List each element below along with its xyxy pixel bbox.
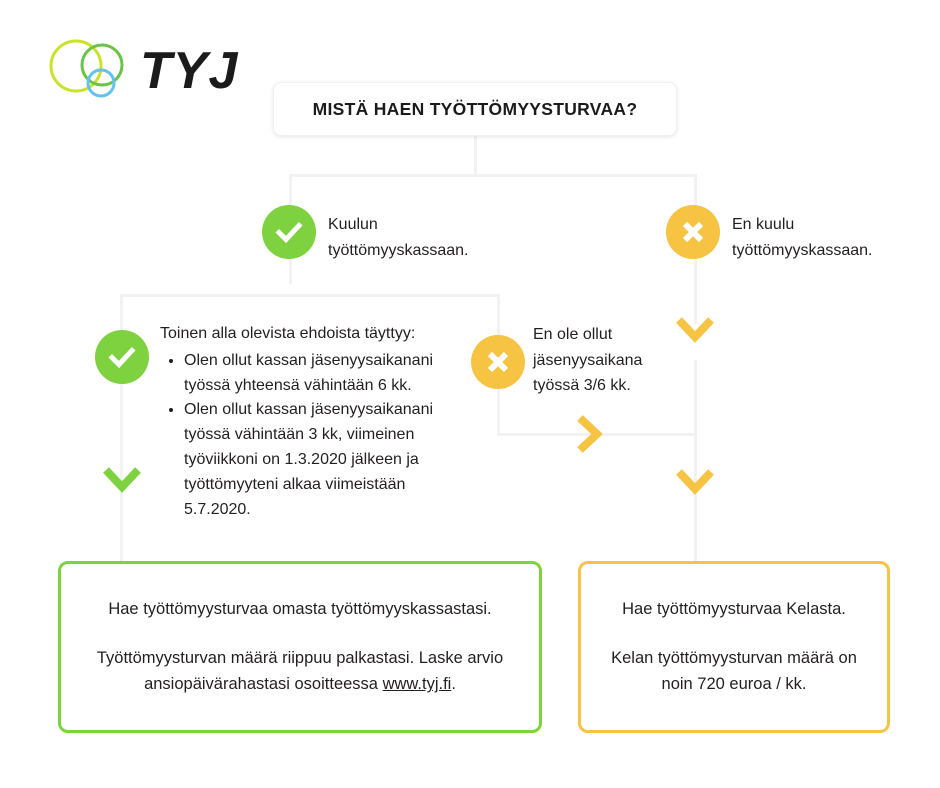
left-branch-chevron-down-icon [100,460,144,505]
level2-no-line1: En ole ollut [533,326,613,343]
outcome-left-paragraph-2-before: Työttömyysturvan määrä riippuu palkastasi. Laske arvio ansiopäivärahastasi osoitteessa [96,648,504,694]
level1-yes-check-circle-icon [262,205,316,259]
level2-yes-check-circle-icon [95,330,149,384]
tyj-website-link[interactable]: www.tyj.fi [382,675,452,694]
three-overlapping-circles-logo-icon [44,36,134,106]
right-branch-lower-chevron-down-icon [673,462,717,507]
level1-no-x-circle-icon [666,205,720,259]
outcome-left-paragraph-2-after: . [451,675,456,694]
outcome-box-kela [578,561,890,733]
condition-list [160,349,460,523]
connector-level2-split [120,294,500,297]
level1-no-label [732,212,937,263]
outcome-right-paragraph-2: Kelan työttömyysturvan määrä on noin 720 euroa / kk. [611,648,857,694]
condition-item: • Olen ollut kassan jäsenyysaikanani työssä vähintään 3 kk, viimeinen työviikkoni on 1.3.2020 jälkeen ja työttömyyteni alkaa viimeistään 5.7.2020. [184,398,460,522]
right-branch-upper-chevron-down-icon [673,310,717,355]
page-title-box [273,82,677,136]
outcome-left-paragraph-1: Hae työttömyysturvaa omasta työttömyyskassastasi. [108,599,492,618]
level2-yes-conditions [160,322,460,522]
outcome-left-paragraph-2 [79,645,521,698]
connector-level1-split [289,174,696,177]
level2-no-line3: työssä 3/6 kk. [533,377,631,395]
level2-no-line2: jäsenyysaikana [533,351,643,369]
level1-yes-label [328,212,528,263]
connector-title-down [474,136,477,176]
level1-no-line2: työttömyyskassaan. [732,241,873,259]
condition-item: • Olen ollut kassan jäsenyysaikanani työssä yhteensä vähintään 6 kk. [184,349,460,399]
outcome-right-paragraph-1: Hae työttömyysturvaa Kelasta. [622,599,846,618]
level2-yes-heading: Toinen alla olevista ehdoista täyttyy: [160,325,416,342]
page-title: MISTÄ HAEN TYÖTTÖMYYSTURVAA? [312,98,638,119]
level1-yes-line1: Kuulun [328,216,378,233]
tyj-logo [44,36,244,110]
level2-no-x-circle-icon [471,335,525,389]
brand-wordmark: TYJ [140,42,239,100]
level1-no-line1: En kuulu [732,216,795,233]
level1-yes-line2: työttömyyskassaan. [328,241,469,259]
outcome-box-kassa [58,561,542,733]
middle-chevron-right-icon [570,412,610,461]
